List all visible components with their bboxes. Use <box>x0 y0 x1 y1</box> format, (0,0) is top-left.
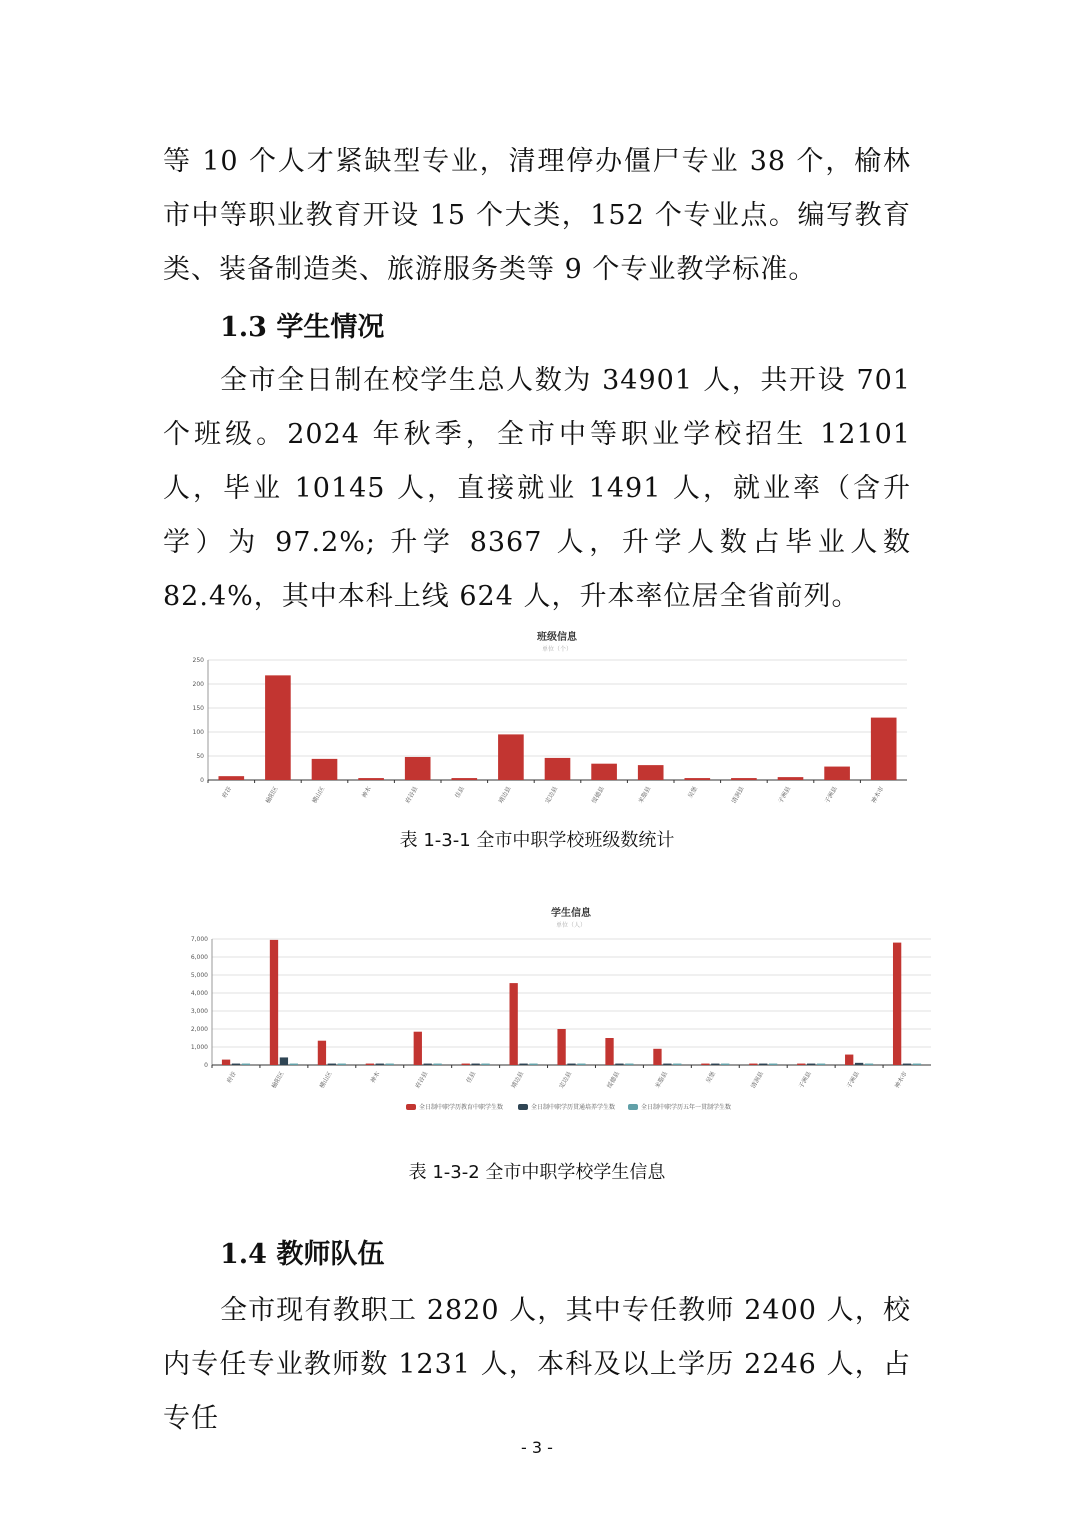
x-tick-label: 绥德县 <box>590 785 606 805</box>
x-tick-label: 榆阳区 <box>270 1070 286 1090</box>
chart-subtitle: 单位（个） <box>541 646 573 653</box>
y-tick-label: 5,000 <box>190 972 208 979</box>
bar <box>817 1064 825 1065</box>
x-tick-label: 子洲县 <box>797 1070 813 1090</box>
bar <box>855 1063 863 1065</box>
page-number: - 3 - <box>521 1438 553 1457</box>
bar <box>328 1064 336 1065</box>
bar <box>471 1064 479 1065</box>
section-heading-teachers: 1.4 教师队伍 <box>220 1239 385 1270</box>
bar <box>529 1064 537 1065</box>
bar <box>769 1064 777 1065</box>
x-tick-label: 榆阳区 <box>264 785 280 805</box>
bar <box>510 983 518 1065</box>
y-tick-label: 150 <box>192 705 204 712</box>
y-tick-label: 3,000 <box>190 1008 208 1015</box>
bar <box>653 1049 661 1065</box>
bar <box>673 1064 681 1065</box>
y-tick-label: 2,000 <box>190 1026 208 1033</box>
x-tick-label: 府谷县 <box>414 1070 430 1090</box>
bar <box>462 1064 470 1065</box>
x-tick-label: 佳县 <box>453 785 467 800</box>
x-tick-label: 米脂县 <box>637 785 653 805</box>
x-tick-label: 府谷县 <box>404 785 420 805</box>
x-tick-label: 米脂县 <box>654 1070 670 1090</box>
y-tick-label: 0 <box>204 1062 208 1069</box>
students-paragraph: 全市全日制在校学生总人数为 34901 人，共开设 701 个班级。2024 年秋季，全市中等职业学校招生 12101 人，毕业 10145 人，直接就业 1491 人，就业率（含升学）为 97.2%; 升学 8367 人，升学人数占毕业人数 82.4%，其中本科上线 624 人，升本率位居全省前列。 <box>163 365 911 612</box>
x-tick-label: 清涧县 <box>730 785 746 805</box>
bar <box>280 1057 288 1065</box>
x-tick-label: 子洲县 <box>845 1070 861 1090</box>
bar <box>903 1064 911 1065</box>
bar <box>711 1064 719 1065</box>
bar <box>222 1060 230 1065</box>
bar <box>270 940 278 1065</box>
y-tick-label: 6,000 <box>190 954 208 961</box>
bar <box>519 1064 527 1065</box>
bar <box>338 1064 346 1065</box>
y-tick-label: 250 <box>192 657 204 664</box>
x-tick-label: 神木市 <box>870 785 886 805</box>
bar <box>865 1064 873 1065</box>
bar <box>721 1064 729 1065</box>
x-tick-label: 横山区 <box>318 1070 334 1090</box>
x-tick-label: 佳县 <box>465 1070 478 1085</box>
bar <box>433 1064 441 1065</box>
y-tick-label: 7,000 <box>190 936 208 943</box>
x-tick-label: 靖边县 <box>497 785 513 805</box>
chart-title: 学生信息 <box>551 908 591 919</box>
x-tick-label: 吴堡 <box>704 1070 718 1085</box>
x-tick-label: 神木市 <box>893 1070 909 1090</box>
bar <box>797 1064 805 1065</box>
x-tick-label: 府谷 <box>220 785 234 800</box>
legend-swatch <box>518 1104 528 1110</box>
y-tick-label: 0 <box>200 777 204 784</box>
x-tick-label: 绥德县 <box>606 1070 622 1090</box>
bar <box>913 1064 921 1065</box>
x-tick-label: 神木 <box>360 785 373 800</box>
caption-student-chart: 表 1-3-2 全市中职学校学生信息 <box>408 1162 666 1183</box>
bar <box>625 1064 633 1065</box>
x-tick-label: 子洲县 <box>823 785 839 805</box>
bar <box>663 1064 671 1065</box>
bar <box>386 1064 394 1065</box>
y-tick-label: 200 <box>192 681 204 688</box>
bar <box>481 1064 489 1065</box>
bar <box>845 1055 853 1065</box>
y-tick-label: 1,000 <box>190 1044 208 1051</box>
y-tick-label: 50 <box>196 753 204 760</box>
caption-class-chart: 表 1-3-1 全市中职学校班级数统计 <box>399 830 675 851</box>
bar <box>414 1032 422 1065</box>
y-tick-label: 4,000 <box>190 990 208 997</box>
intro-paragraph: 等 10 个人才紧缺型专业，清理停办僵尸专业 38 个，榆林市中等职业教育开设 15 个大类，152 个专业点。编写教育类、装备制造类、旅游服务类等 9 个专业教学标准。 <box>163 146 911 285</box>
x-tick-label: 横山区 <box>311 785 327 805</box>
legend-label: 全日制中职学历教育中职学生数 <box>419 1104 504 1111</box>
bar <box>701 1064 709 1065</box>
x-tick-label: 定边县 <box>558 1070 574 1090</box>
section-heading-students: 1.3 学生情况 <box>220 312 385 343</box>
bar <box>318 1041 326 1065</box>
bar <box>424 1064 432 1065</box>
bar <box>376 1064 384 1065</box>
x-tick-label: 清涧县 <box>749 1070 765 1090</box>
bar <box>807 1064 815 1065</box>
bar <box>615 1064 623 1065</box>
y-tick-label: 100 <box>192 729 204 736</box>
x-tick-label: 定边县 <box>544 785 560 805</box>
bar <box>577 1064 585 1065</box>
legend-label: 全日制中职学历五年一贯制学生数 <box>641 1104 732 1111</box>
x-tick-label: 吴堡 <box>686 785 700 800</box>
x-tick-label: 府谷 <box>225 1070 238 1085</box>
bar <box>749 1064 757 1065</box>
bar <box>366 1064 374 1065</box>
bar <box>759 1064 767 1065</box>
bar <box>567 1064 575 1065</box>
bar <box>557 1029 565 1065</box>
legend-label: 全日制中职学历贯通培养学生数 <box>531 1104 616 1111</box>
teachers-paragraph: 全市现有教职工 2820 人，其中专任教师 2400 人，校内专任专业教师数 1231 人，本科及以上学历 2246 人，占专任 <box>163 1295 911 1434</box>
chart-title: 班级信息 <box>537 632 577 643</box>
legend-swatch <box>628 1104 638 1110</box>
bar <box>893 943 901 1065</box>
x-tick-label: 神木 <box>369 1070 382 1085</box>
bar <box>232 1064 240 1065</box>
bar <box>290 1064 298 1065</box>
x-tick-label: 靖边县 <box>510 1070 526 1090</box>
bar <box>242 1064 250 1065</box>
legend-swatch <box>406 1104 416 1110</box>
chart-subtitle: 单位（人） <box>555 922 587 929</box>
bar <box>605 1038 613 1065</box>
x-tick-label: 子洲县 <box>777 785 793 805</box>
